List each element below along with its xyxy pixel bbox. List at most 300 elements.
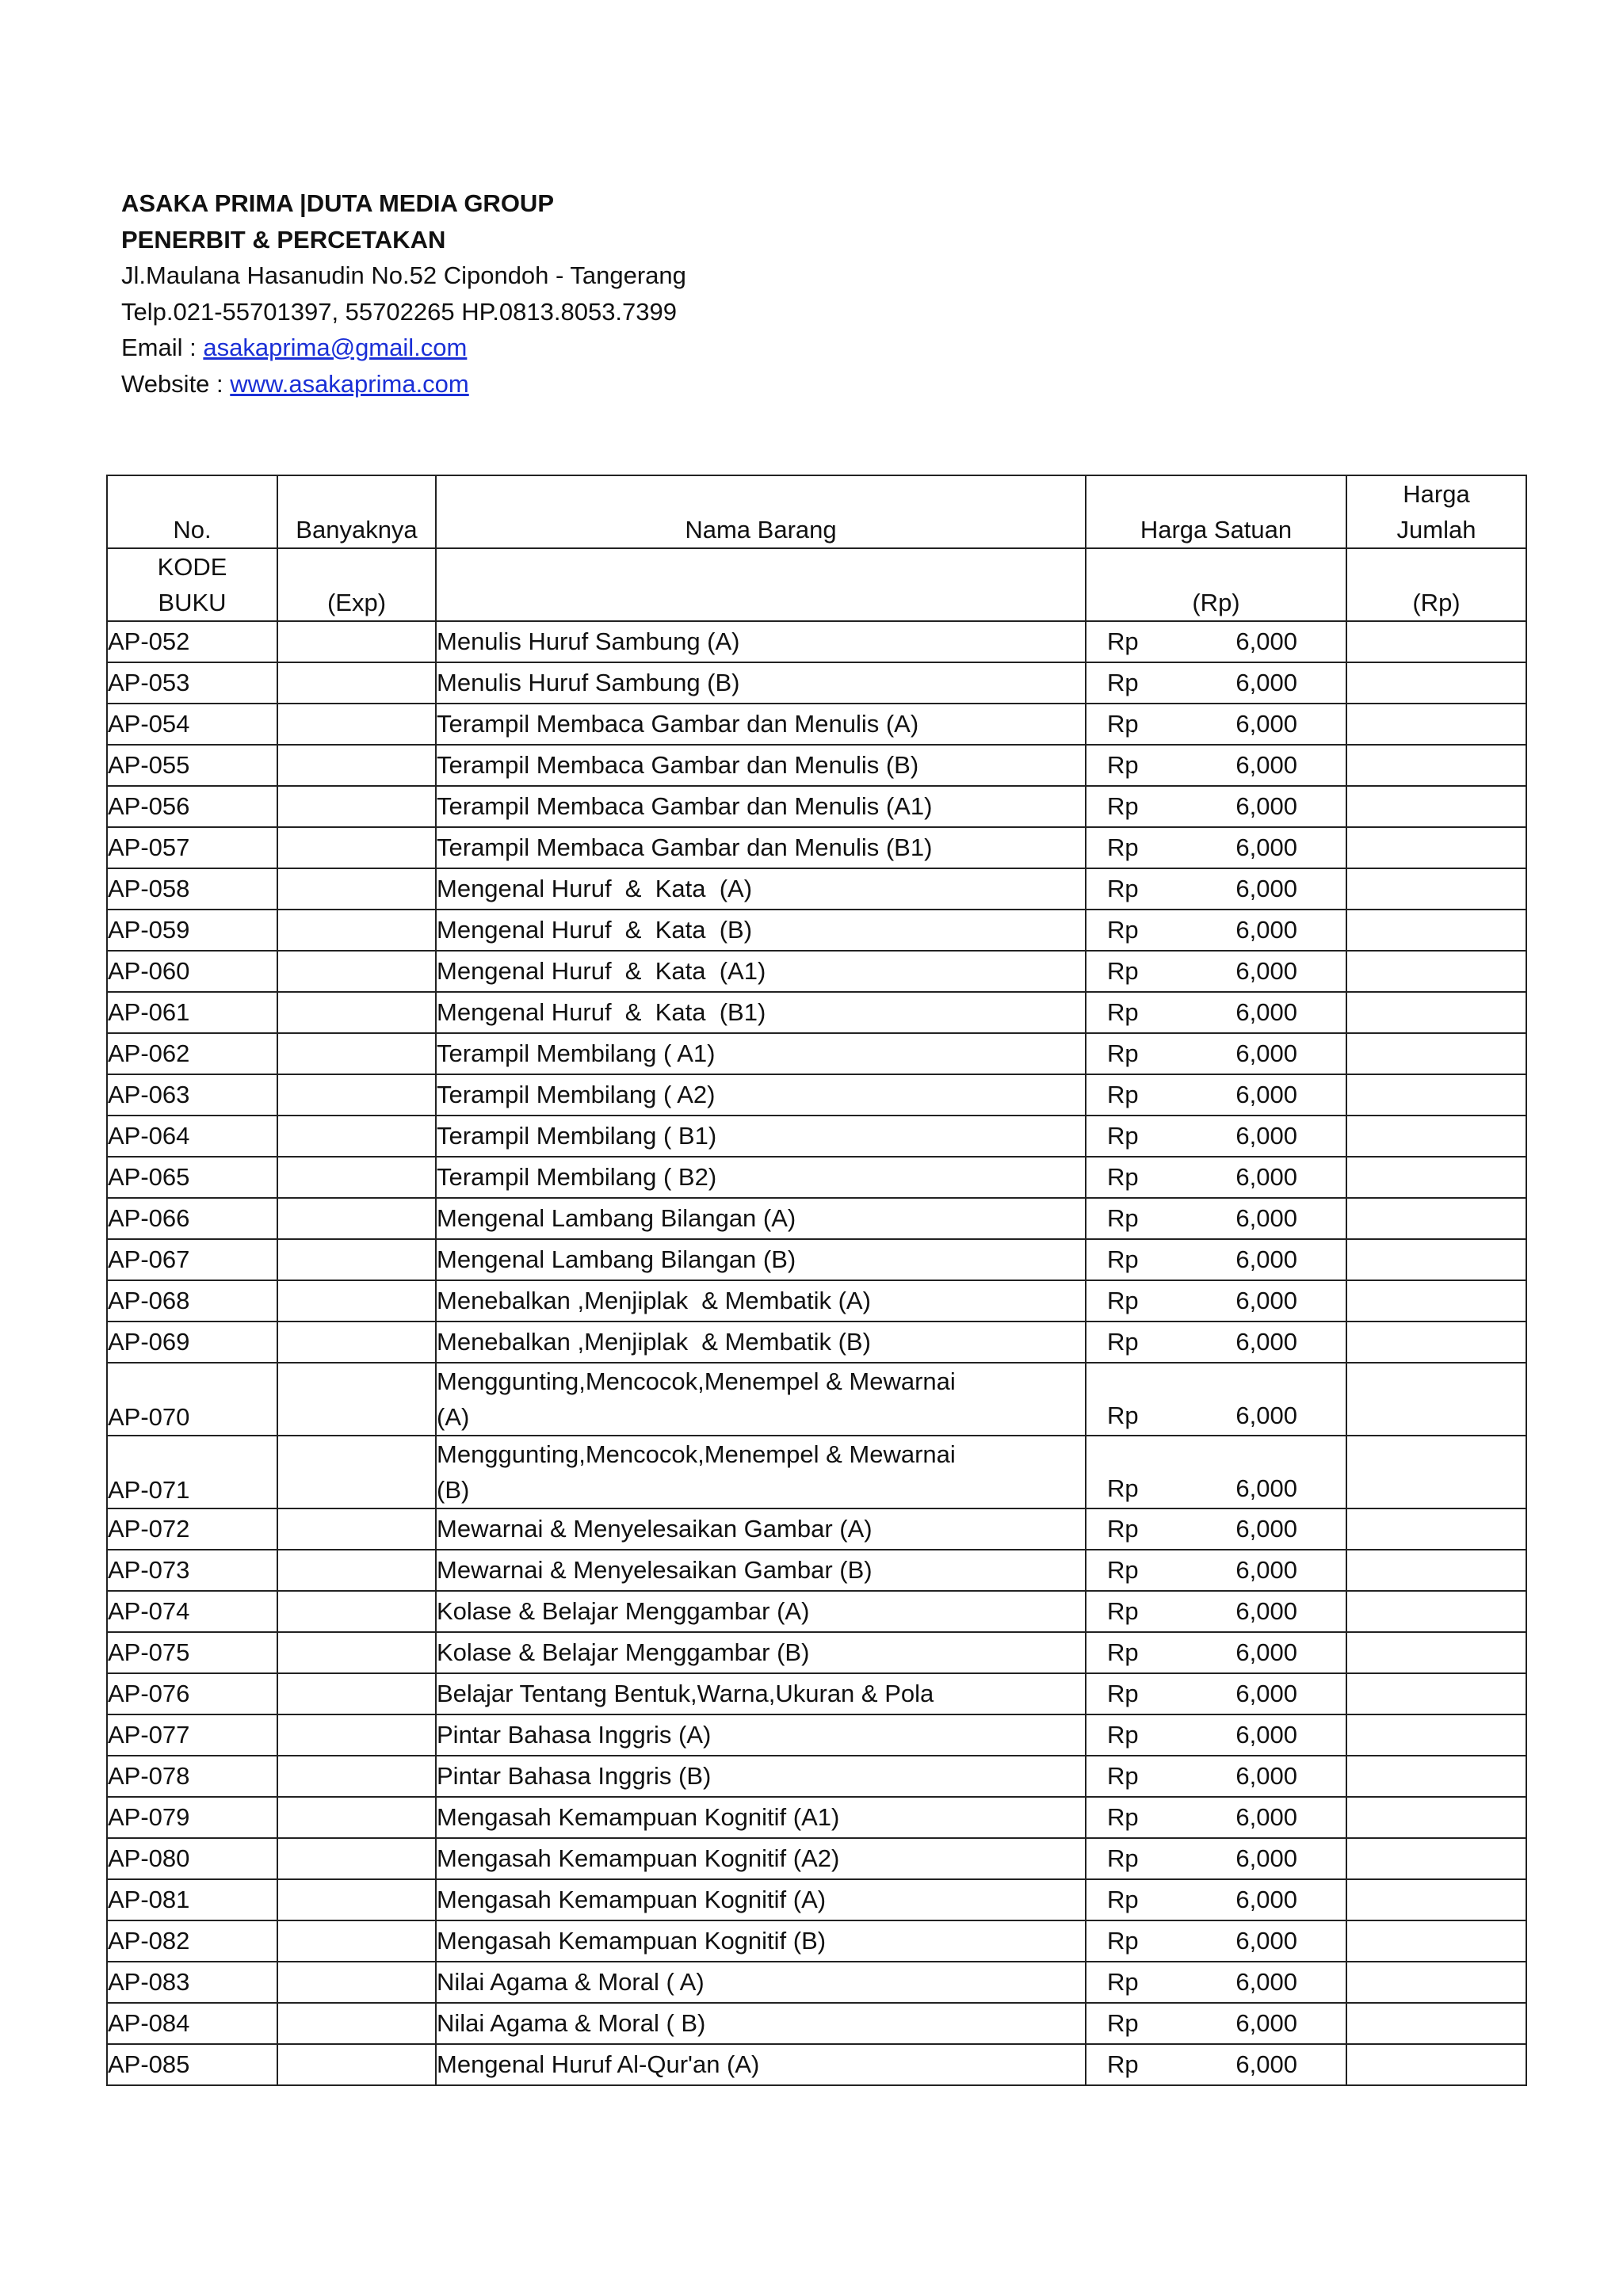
unit-price (1086, 621, 1346, 662)
table-row (107, 868, 1526, 910)
quantity-cell[interactable] (277, 786, 436, 827)
quantity-cell[interactable] (277, 1074, 436, 1116)
total-cell (1346, 1436, 1526, 1508)
company-address: Jl.Maulana Hasanudin No.52 Cipondoh - Tangerang (121, 261, 686, 289)
total-cell (1346, 951, 1526, 992)
currency-label: Rp (1107, 1081, 1139, 1108)
book-code: AP-067 (107, 1239, 277, 1280)
table-row (107, 1116, 1526, 1157)
price-amount: 6,000 (1235, 1122, 1297, 1150)
book-name (436, 745, 1086, 786)
table-row (107, 1962, 1526, 2003)
unit-price (1086, 1033, 1346, 1074)
book-name (436, 827, 1086, 868)
book-code: AP-077 (107, 1714, 277, 1756)
price-amount: 6,000 (1235, 2009, 1297, 2037)
currency-label: Rp (1107, 1638, 1139, 1666)
book-name (436, 1322, 1086, 1363)
header-total-line1: Harga (1403, 480, 1470, 508)
header-total-line2: Jumlah (1396, 516, 1476, 543)
book-name (436, 1797, 1086, 1838)
quantity-cell[interactable] (277, 1673, 436, 1714)
quantity-cell[interactable] (277, 1879, 436, 1920)
header-unit-price-unit: (Rp) (1086, 548, 1346, 621)
price-amount: 6,000 (1235, 1081, 1297, 1108)
book-name (436, 662, 1086, 704)
book-name (436, 1632, 1086, 1673)
currency-label: Rp (1107, 1968, 1139, 1996)
table-row (107, 1714, 1526, 1756)
price-amount: 6,000 (1235, 1328, 1297, 1356)
unit-price (1086, 1838, 1346, 1879)
total-cell (1346, 1756, 1526, 1797)
price-amount: 6,000 (1235, 998, 1297, 1026)
table-row (107, 1591, 1526, 1632)
book-name-line1: Mengasah Kemampuan Kognitif (A1) (437, 1803, 840, 1831)
book-name-line1: Kolase & Belajar Menggambar (B) (437, 1638, 810, 1666)
total-cell (1346, 2003, 1526, 2044)
price-list-table (106, 475, 1527, 2086)
currency-label: Rp (1107, 1287, 1139, 1314)
unit-price (1086, 1591, 1346, 1632)
letterhead (121, 185, 686, 402)
currency-label: Rp (1107, 916, 1139, 944)
quantity-cell[interactable] (277, 1322, 436, 1363)
table-row (107, 910, 1526, 951)
table-row (107, 1797, 1526, 1838)
table-row (107, 1239, 1526, 1280)
header-qty: Banyaknya (277, 475, 436, 548)
table-row (107, 951, 1526, 992)
book-name-line1: Mengasah Kemampuan Kognitif (A2) (437, 1844, 840, 1872)
quantity-cell[interactable] (277, 662, 436, 704)
book-code: AP-063 (107, 1074, 277, 1116)
total-cell (1346, 1508, 1526, 1550)
currency-label: Rp (1107, 1927, 1139, 1955)
book-name-line1: Pintar Bahasa Inggris (B) (437, 1762, 712, 1790)
company-name: ASAKA PRIMA |DUTA MEDIA GROUP (121, 189, 554, 217)
unit-price (1086, 1714, 1346, 1756)
quantity-cell[interactable] (277, 1632, 436, 1673)
quantity-cell[interactable] (277, 704, 436, 745)
book-name (436, 1508, 1086, 1550)
total-cell (1346, 1632, 1526, 1673)
book-name (436, 1280, 1086, 1322)
currency-label: Rp (1107, 875, 1139, 902)
price-amount: 6,000 (1235, 957, 1297, 985)
header-kode-line1: KODE (157, 553, 227, 581)
total-cell (1346, 662, 1526, 704)
table-row (107, 1838, 1526, 1879)
total-cell (1346, 1074, 1526, 1116)
currency-label: Rp (1107, 627, 1139, 655)
book-code: AP-066 (107, 1198, 277, 1239)
company-subtitle: PENERBIT & PERCETAKAN (121, 225, 446, 254)
table-row (107, 1508, 1526, 1550)
table-row (107, 1198, 1526, 1239)
total-cell (1346, 868, 1526, 910)
book-name-line1: Menulis Huruf Sambung (B) (437, 669, 740, 696)
book-name (436, 1157, 1086, 1198)
book-code: AP-085 (107, 2044, 277, 2085)
book-name (436, 1033, 1086, 1074)
unit-price (1086, 1879, 1346, 1920)
table-row (107, 1322, 1526, 1363)
book-name-line1: Pintar Bahasa Inggris (A) (437, 1721, 712, 1749)
book-name (436, 1436, 1086, 1508)
total-cell (1346, 1239, 1526, 1280)
price-amount: 6,000 (1235, 1680, 1297, 1707)
quantity-cell[interactable] (277, 2003, 436, 2044)
price-amount: 6,000 (1235, 1638, 1297, 1666)
quantity-cell[interactable] (277, 992, 436, 1033)
table-row (107, 1033, 1526, 1074)
price-amount: 6,000 (1235, 1402, 1297, 1429)
unit-price (1086, 910, 1346, 951)
book-name (436, 1714, 1086, 1756)
book-name (436, 1363, 1086, 1436)
book-code: AP-082 (107, 1920, 277, 1962)
price-amount: 6,000 (1235, 1927, 1297, 1955)
book-name (436, 704, 1086, 745)
book-name-line1: Menebalkan ,Menjiplak & Membatik (A) (437, 1287, 871, 1314)
currency-label: Rp (1107, 1762, 1139, 1790)
quantity-cell[interactable] (277, 1838, 436, 1879)
total-cell (1346, 1116, 1526, 1157)
price-amount: 6,000 (1235, 1515, 1297, 1543)
unit-price (1086, 2044, 1346, 2085)
book-name (436, 1962, 1086, 2003)
website-link[interactable]: www.asakaprima.com (230, 369, 469, 398)
book-name-line1: Terampil Membilang ( A1) (437, 1039, 716, 1067)
unit-price (1086, 827, 1346, 868)
table-row (107, 1280, 1526, 1322)
currency-label: Rp (1107, 1039, 1139, 1067)
table-row (107, 992, 1526, 1033)
book-name (436, 2044, 1086, 2085)
book-name-line1: Terampil Membaca Gambar dan Menulis (A1) (437, 792, 933, 820)
header-kode-line2: BUKU (158, 589, 227, 616)
unit-price (1086, 992, 1346, 1033)
book-name-line1: Mengenal Huruf Al-Qur'an (A) (437, 2050, 760, 2078)
table-row (107, 1157, 1526, 1198)
website-line (121, 366, 686, 402)
book-name (436, 951, 1086, 992)
currency-label: Rp (1107, 833, 1139, 861)
price-amount: 6,000 (1235, 1245, 1297, 1273)
quantity-cell[interactable] (277, 1550, 436, 1591)
book-name (436, 868, 1086, 910)
price-amount: 6,000 (1235, 1474, 1297, 1502)
unit-price (1086, 1550, 1346, 1591)
currency-label: Rp (1107, 1245, 1139, 1273)
book-name-line1: Nilai Agama & Moral ( B) (437, 2009, 706, 2037)
book-name (436, 1198, 1086, 1239)
currency-label: Rp (1107, 2009, 1139, 2037)
unit-price (1086, 1797, 1346, 1838)
book-name (436, 1879, 1086, 1920)
book-code: AP-081 (107, 1879, 277, 1920)
unit-price (1086, 868, 1346, 910)
price-amount: 6,000 (1235, 1163, 1297, 1191)
book-code: AP-052 (107, 621, 277, 662)
unit-price (1086, 951, 1346, 992)
table-row (107, 1879, 1526, 1920)
quantity-cell[interactable] (277, 1591, 436, 1632)
book-name-line1: Terampil Membaca Gambar dan Menulis (B1) (437, 833, 933, 861)
table-row (107, 2003, 1526, 2044)
book-code: AP-084 (107, 2003, 277, 2044)
header-name: Nama Barang (436, 475, 1086, 548)
unit-price (1086, 1632, 1346, 1673)
currency-label: Rp (1107, 1721, 1139, 1749)
book-name (436, 1550, 1086, 1591)
book-name (436, 1239, 1086, 1280)
book-name (436, 2003, 1086, 2044)
unit-price (1086, 1116, 1346, 1157)
price-amount: 6,000 (1235, 1762, 1297, 1790)
book-name (436, 1673, 1086, 1714)
book-name (436, 910, 1086, 951)
book-name-line1: Terampil Membilang ( B2) (437, 1163, 717, 1191)
price-amount: 6,000 (1235, 792, 1297, 820)
unit-price (1086, 1074, 1346, 1116)
quantity-cell[interactable] (277, 2044, 436, 2085)
table-row (107, 745, 1526, 786)
quantity-cell[interactable] (277, 1962, 436, 2003)
book-name-line1: Terampil Membilang ( B1) (437, 1122, 717, 1150)
price-amount: 6,000 (1235, 710, 1297, 738)
unit-price (1086, 1962, 1346, 2003)
book-name-line1: Terampil Membilang ( A2) (437, 1081, 716, 1108)
currency-label: Rp (1107, 998, 1139, 1026)
quantity-cell[interactable] (277, 1920, 436, 1962)
quantity-cell[interactable] (277, 745, 436, 786)
book-code: AP-071 (107, 1436, 277, 1508)
total-cell (1346, 2044, 1526, 2085)
book-name (436, 621, 1086, 662)
quantity-cell[interactable] (277, 1508, 436, 1550)
currency-label: Rp (1107, 1515, 1139, 1543)
quantity-cell[interactable] (277, 1157, 436, 1198)
unit-price (1086, 1673, 1346, 1714)
quantity-cell[interactable] (277, 1756, 436, 1797)
table-row (107, 704, 1526, 745)
currency-label: Rp (1107, 710, 1139, 738)
unit-price (1086, 1363, 1346, 1436)
quantity-cell[interactable] (277, 1198, 436, 1239)
price-amount: 6,000 (1235, 2050, 1297, 2078)
book-code: AP-065 (107, 1157, 277, 1198)
unit-price (1086, 1436, 1346, 1508)
price-amount: 6,000 (1235, 1556, 1297, 1584)
price-amount: 6,000 (1235, 1039, 1297, 1067)
book-code: AP-072 (107, 1508, 277, 1550)
quantity-cell[interactable] (277, 827, 436, 868)
header-row-2 (107, 548, 1526, 621)
book-code: AP-062 (107, 1033, 277, 1074)
book-code: AP-055 (107, 745, 277, 786)
unit-price (1086, 2003, 1346, 2044)
book-code: AP-060 (107, 951, 277, 992)
total-cell (1346, 1280, 1526, 1322)
header-total-unit: (Rp) (1346, 548, 1526, 621)
total-cell (1346, 1673, 1526, 1714)
currency-label: Rp (1107, 1886, 1139, 1913)
price-amount: 6,000 (1235, 1968, 1297, 1996)
currency-label: Rp (1107, 957, 1139, 985)
book-name-line1: Mewarnai & Menyelesaikan Gambar (A) (437, 1515, 873, 1543)
price-amount: 6,000 (1235, 669, 1297, 696)
quantity-cell[interactable] (277, 1033, 436, 1074)
book-name-line1: Mengasah Kemampuan Kognitif (A) (437, 1886, 827, 1913)
book-name-line1: Menebalkan ,Menjiplak & Membatik (B) (437, 1328, 871, 1356)
quantity-cell[interactable] (277, 621, 436, 662)
header-name-blank (436, 548, 1086, 621)
book-name-line1: Menggunting,Mencocok,Menempel & Mewarnai (437, 1440, 956, 1468)
currency-label: Rp (1107, 669, 1139, 696)
price-amount: 6,000 (1235, 916, 1297, 944)
currency-label: Rp (1107, 792, 1139, 820)
book-name-line1: Mengenal Huruf & Kata (B1) (437, 998, 766, 1026)
header-no: No. (107, 475, 277, 548)
unit-price (1086, 786, 1346, 827)
header-qty-unit: (Exp) (277, 548, 436, 621)
currency-label: Rp (1107, 1597, 1139, 1625)
email-link[interactable]: asakaprima@gmail.com (203, 334, 468, 361)
email-line (121, 330, 686, 366)
book-name-line1: Belajar Tentang Bentuk,Warna,Ukuran & Pola (437, 1680, 934, 1707)
book-name-line1: Mengenal Huruf & Kata (B) (437, 916, 753, 944)
company-phone: Telp.021-55701397, 55702265 HP.0813.8053.7399 (121, 297, 678, 326)
book-code: AP-074 (107, 1591, 277, 1632)
quantity-cell[interactable] (277, 1116, 436, 1157)
total-cell (1346, 704, 1526, 745)
unit-price (1086, 1322, 1346, 1363)
table-row (107, 1673, 1526, 1714)
book-name (436, 1920, 1086, 1962)
currency-label: Rp (1107, 1204, 1139, 1232)
total-cell (1346, 1198, 1526, 1239)
total-cell (1346, 992, 1526, 1033)
price-amount: 6,000 (1235, 1844, 1297, 1872)
book-code: AP-078 (107, 1756, 277, 1797)
quantity-cell[interactable] (277, 1714, 436, 1756)
header-kode (107, 548, 277, 621)
book-code: AP-069 (107, 1322, 277, 1363)
header-row-1 (107, 475, 1526, 548)
total-cell (1346, 1838, 1526, 1879)
table-row (107, 2044, 1526, 2085)
quantity-cell[interactable] (277, 1797, 436, 1838)
total-cell (1346, 827, 1526, 868)
unit-price (1086, 1157, 1346, 1198)
book-code: AP-061 (107, 992, 277, 1033)
book-name-line1: Mengasah Kemampuan Kognitif (B) (437, 1927, 827, 1955)
currency-label: Rp (1107, 1844, 1139, 1872)
currency-label: Rp (1107, 1474, 1139, 1502)
book-code: AP-056 (107, 786, 277, 827)
quantity-cell[interactable] (277, 1436, 436, 1508)
quantity-cell[interactable] (277, 868, 436, 910)
book-code: AP-053 (107, 662, 277, 704)
book-name-line1: Menggunting,Mencocok,Menempel & Mewarnai (437, 1367, 956, 1395)
book-name (436, 786, 1086, 827)
book-name-line2: (A) (437, 1403, 470, 1431)
total-cell (1346, 1714, 1526, 1756)
book-code: AP-080 (107, 1838, 277, 1879)
total-cell (1346, 1591, 1526, 1632)
quantity-cell[interactable] (277, 1363, 436, 1436)
book-name (436, 1591, 1086, 1632)
table-row (107, 827, 1526, 868)
book-name (436, 1756, 1086, 1797)
book-name (436, 992, 1086, 1033)
book-name-line1: Mewarnai & Menyelesaikan Gambar (B) (437, 1556, 873, 1584)
total-cell (1346, 1322, 1526, 1363)
total-cell (1346, 1920, 1526, 1962)
unit-price (1086, 662, 1346, 704)
table-row (107, 1074, 1526, 1116)
currency-label: Rp (1107, 1402, 1139, 1429)
quantity-cell[interactable] (277, 1280, 436, 1322)
table-row (107, 621, 1526, 662)
book-code: AP-070 (107, 1363, 277, 1436)
total-cell (1346, 1550, 1526, 1591)
total-cell (1346, 1033, 1526, 1074)
currency-label: Rp (1107, 1803, 1139, 1831)
book-name-line1: Mengenal Lambang Bilangan (A) (437, 1204, 796, 1232)
price-amount: 6,000 (1235, 1597, 1297, 1625)
book-name-line2: (B) (437, 1476, 470, 1504)
book-name (436, 1074, 1086, 1116)
price-amount: 6,000 (1235, 751, 1297, 779)
table-row (107, 1363, 1526, 1436)
unit-price (1086, 704, 1346, 745)
currency-label: Rp (1107, 1163, 1139, 1191)
price-amount: 6,000 (1235, 1886, 1297, 1913)
table-row (107, 1756, 1526, 1797)
total-cell (1346, 1363, 1526, 1436)
book-name-line1: Kolase & Belajar Menggambar (A) (437, 1597, 810, 1625)
header-total (1346, 475, 1526, 548)
quantity-cell[interactable] (277, 1239, 436, 1280)
table-row (107, 1550, 1526, 1591)
email-label: Email : (121, 334, 204, 361)
book-name-line1: Mengenal Huruf & Kata (A) (437, 875, 753, 902)
currency-label: Rp (1107, 1328, 1139, 1356)
unit-price (1086, 1280, 1346, 1322)
price-amount: 6,000 (1235, 1287, 1297, 1314)
book-code: AP-076 (107, 1673, 277, 1714)
book-code: AP-059 (107, 910, 277, 951)
quantity-cell[interactable] (277, 910, 436, 951)
currency-label: Rp (1107, 1680, 1139, 1707)
book-code: AP-064 (107, 1116, 277, 1157)
total-cell (1346, 745, 1526, 786)
currency-label: Rp (1107, 1556, 1139, 1584)
book-name-line1: Mengenal Lambang Bilangan (B) (437, 1245, 796, 1273)
quantity-cell[interactable] (277, 951, 436, 992)
table-row (107, 1632, 1526, 1673)
website-label: Website : (121, 369, 231, 398)
price-amount: 6,000 (1235, 627, 1297, 655)
price-amount: 6,000 (1235, 1204, 1297, 1232)
total-cell (1346, 1962, 1526, 2003)
unit-price (1086, 1920, 1346, 1962)
book-code: AP-075 (107, 1632, 277, 1673)
table-row (107, 662, 1526, 704)
